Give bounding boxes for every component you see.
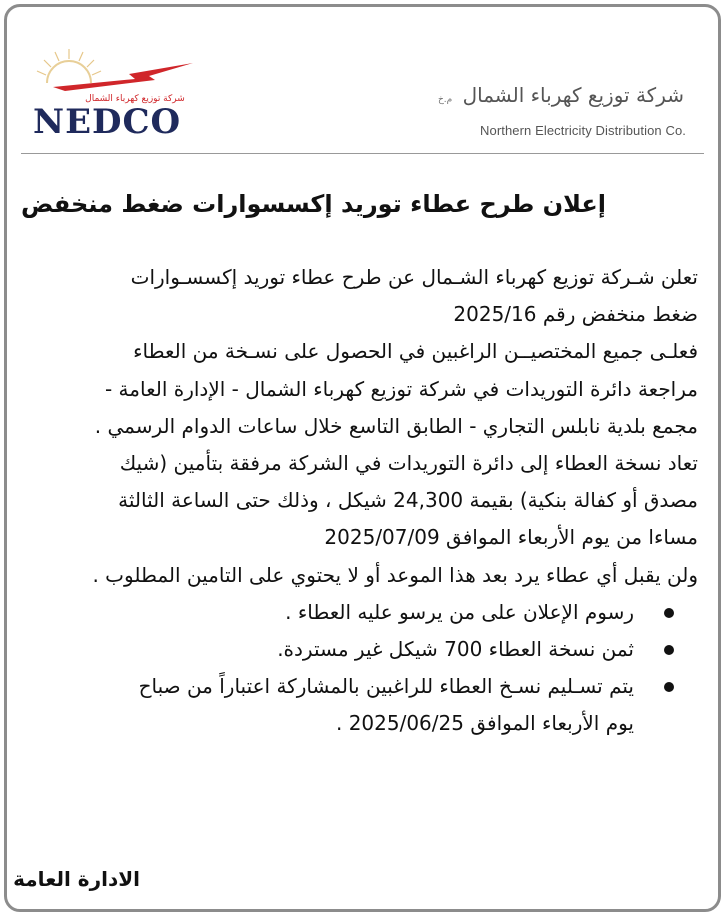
logo-subtitle: شركة توزيع كهرباء الشمال: [85, 94, 185, 104]
bullet-icon: [664, 608, 674, 618]
bullet-text: ثمن نسخة العطاء 700 شيكل غير مستردة.: [277, 636, 634, 661]
bullet-icon: [664, 645, 674, 655]
signoff: الادارة العامة: [13, 867, 140, 891]
paragraph-line: ولن يقبل أي عطاء يرد بعد هذا الموعد أو لا يحتوي على التامين المطلوب .: [92, 562, 698, 587]
paragraph-line: فعلـى جميع المختصيــن الراغبين في الحصول على نسـخة من العطاء: [133, 339, 698, 364]
company-name-ar: [438, 83, 684, 107]
header: [7, 7, 718, 157]
company-name-ar-text: شركة توزيع كهرباء الشمال: [462, 83, 684, 107]
list-item: [14, 668, 698, 742]
announcement-title: إعلان طرح عطاء توريد إكسسوارات ضغط منخفض: [21, 190, 606, 218]
paragraph-line: مصدق أو كفالة بنكية) بقيمة 24,300 شيكل ، وذلك حتى الساعة الثالثة: [118, 488, 698, 513]
paragraph-line: مراجعة دائرة التوريدات في شركة توزيع كهرباء الشمال - الإدارة العامة -: [104, 376, 698, 401]
paragraph-line: تعاد نسخة العطاء إلى دائرة التوريدات في الشركة مرفقة بتأمين (شيك: [119, 450, 698, 475]
header-divider: [21, 153, 704, 154]
bullet-text: يوم الأربعاء الموافق 2025/06/25 .: [335, 711, 634, 736]
bullet-text: يتم تسـليم نسـخ العطاء للراغبين بالمشاركة اعتباراً من صباح: [138, 674, 634, 699]
paragraph-line: ضغط منخفض رقم 2025/16: [453, 302, 698, 327]
bullet-text: رسوم الإعلان على من يرسو عليه العطاء .: [285, 599, 634, 624]
announcement-frame: [4, 4, 721, 912]
list-item: [14, 594, 698, 631]
bullet-icon: [664, 682, 674, 692]
list-item: [14, 631, 698, 668]
paragraph-line: مساءا من يوم الأربعاء الموافق 2025/07/09: [324, 525, 698, 550]
announcement-body: [14, 259, 698, 742]
nedco-logo: [25, 43, 225, 143]
company-tag: م.خ: [437, 95, 453, 105]
sun-icon: [37, 49, 101, 83]
logo-wordmark: NEDCO: [33, 102, 182, 142]
paragraph-line: تعلن شـركة توزيع كهرباء الشـمال عن طرح عطاء توريد إكسسـوارات: [130, 265, 698, 289]
paragraph-line: مجمع بلدية نابلس التجاري - الطابق التاسع خلال ساعات الدوام الرسمي .: [94, 413, 698, 438]
company-name-en: Northern Electricity Distribution Co.: [480, 123, 686, 138]
lightning-icon: [53, 63, 193, 91]
bullet-list: [14, 594, 698, 743]
